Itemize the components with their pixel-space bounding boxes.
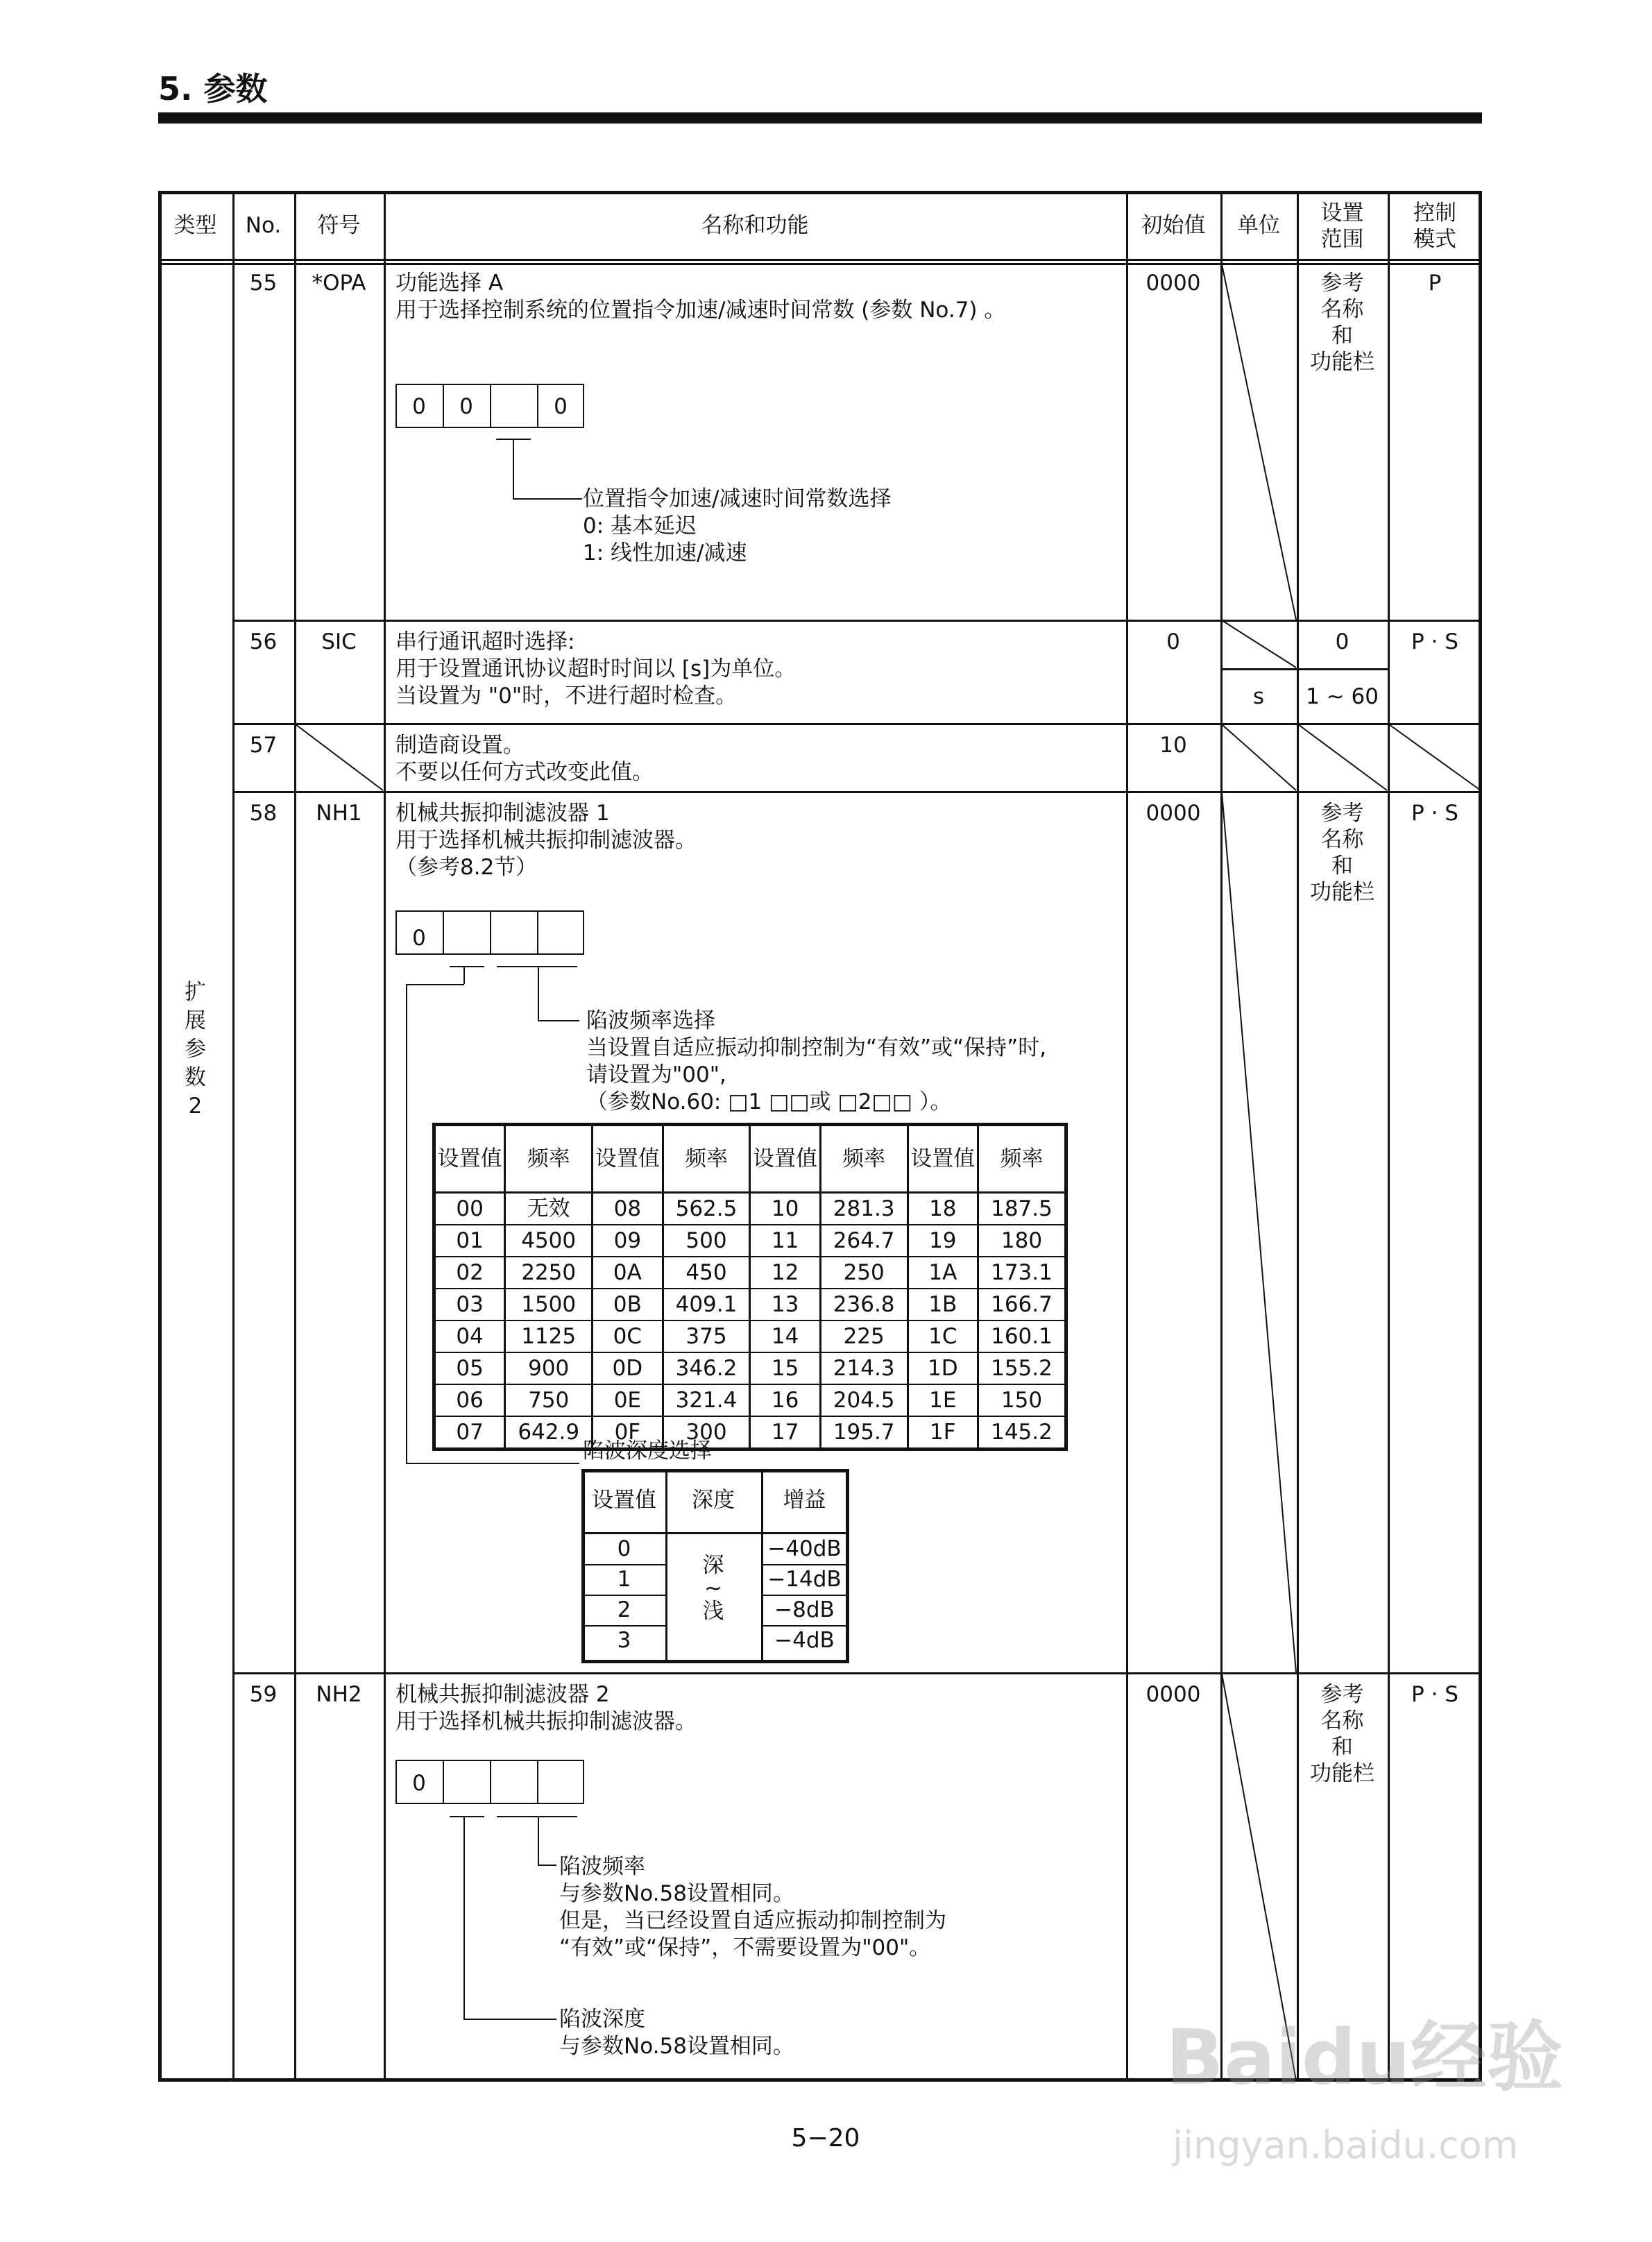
bracket <box>406 1463 579 1464</box>
depth-value: 1 <box>617 1567 631 1592</box>
p56-line: 当设置为 "0"时，不进行超时检查。 <box>395 683 738 708</box>
p56-line: 串行通讯超时选择: <box>395 629 575 654</box>
digit-divider <box>490 384 491 428</box>
digit-divider <box>443 1760 444 1804</box>
table-cell: 06 <box>434 1384 505 1416</box>
table-cell: 12 <box>750 1257 820 1289</box>
bracket <box>538 966 539 1020</box>
col-header: 频率 <box>663 1125 750 1193</box>
p59-control: P · S <box>1411 1682 1458 1707</box>
table-cell: 19 <box>908 1225 978 1257</box>
p58-control: P · S <box>1411 801 1458 826</box>
p58-depth-callout: 陷波深度选择 <box>583 1438 712 1463</box>
p59-range: 参考 名称 和 功能栏 <box>1310 1682 1374 1786</box>
depth-row-rule <box>761 1564 846 1565</box>
table-cell: 0B <box>593 1289 663 1320</box>
col-header: 设置值 <box>750 1125 820 1193</box>
p58-freq-callout: （参数No.60: □1 □□或 □2□□ ）。 <box>586 1089 952 1114</box>
depth-header: 设置值 <box>592 1488 656 1513</box>
depth-value: 3 <box>617 1628 631 1653</box>
page-number: 5−20 <box>791 2124 860 2152</box>
p56-control: P · S <box>1411 629 1458 654</box>
depth-row-rule <box>761 1625 846 1627</box>
table-cell: 225 <box>820 1320 908 1352</box>
p58-digit: 0 <box>412 926 426 951</box>
p56-line: 用于设置通讯协议超时时间以 [s]为单位。 <box>395 656 797 681</box>
table-cell: 09 <box>593 1225 663 1257</box>
p58-line: 用于选择机械共振抑制滤波器。 <box>395 828 697 853</box>
p55-symbol: *OPA <box>312 271 366 296</box>
bracket <box>450 1816 484 1817</box>
table-cell: 0E <box>593 1384 663 1416</box>
p58-initial: 0000 <box>1146 801 1201 826</box>
watermark-logo: Baidu经验 <box>1166 2013 1563 2102</box>
p59-freq-callout: 与参数No.58设置相同。 <box>559 1881 794 1906</box>
table-cell: 1125 <box>505 1320 593 1352</box>
depth-row-rule <box>584 1595 665 1596</box>
table-cell: 750 <box>505 1384 593 1416</box>
bracket <box>538 1816 539 1865</box>
digit-divider <box>490 1760 491 1804</box>
table-cell: 10 <box>750 1193 820 1225</box>
p55-control: P <box>1428 271 1442 296</box>
col-header: 频率 <box>820 1125 908 1193</box>
table-cell: 17 <box>750 1416 820 1450</box>
p58-line: （参考8.2节） <box>395 855 538 880</box>
digit-divider <box>490 910 491 955</box>
table-row <box>434 1289 1066 1320</box>
table-cell: 1C <box>908 1320 978 1352</box>
p55-digit: 0 <box>554 394 568 419</box>
table-cell: 02 <box>434 1257 505 1289</box>
depth-word: 浅 <box>702 1599 724 1624</box>
p58-no: 58 <box>249 801 278 826</box>
p58-freq-callout: 陷波频率选择 <box>586 1008 715 1033</box>
table-cell: 14 <box>750 1320 820 1352</box>
depth-word: ~ <box>704 1576 722 1601</box>
depth-gain: −4dB <box>774 1628 835 1653</box>
table-cell: 150 <box>978 1384 1066 1416</box>
bracket <box>513 498 582 500</box>
table-cell: 204.5 <box>820 1384 908 1416</box>
table-cell: 1D <box>908 1352 978 1384</box>
p59-symbol: NH2 <box>316 1682 362 1707</box>
p56-symbol: SIC <box>321 629 357 654</box>
table-cell: 03 <box>434 1289 505 1320</box>
p55-no: 55 <box>249 271 278 296</box>
table-cell: 16 <box>750 1384 820 1416</box>
p58-range: 参考 名称 和 功能栏 <box>1310 801 1374 905</box>
p59-initial: 0000 <box>1146 1682 1201 1707</box>
p59-line: 机械共振抑制滤波器 2 <box>395 1682 610 1707</box>
header-name-function: 名称和功能 <box>701 213 809 238</box>
bracket <box>463 2019 556 2020</box>
header-range: 设置 范围 <box>1320 201 1364 252</box>
p58-symbol: NH1 <box>316 801 362 826</box>
table-cell: 180 <box>978 1225 1066 1257</box>
table-cell: 00 <box>434 1193 505 1225</box>
p58-freq-callout: 当设置自适应振动抑制控制为“有效”或“保持”时, <box>586 1035 1047 1060</box>
digit-divider <box>537 910 538 955</box>
table-cell: 214.3 <box>820 1352 908 1384</box>
p58-freq-callout: 请设置为"00", <box>586 1062 726 1087</box>
section-title: 5. 参数 <box>158 70 268 108</box>
col-header: 频率 <box>505 1125 593 1193</box>
p55-callout: 位置指令加速/减速时间常数选择 <box>583 486 892 511</box>
bracket <box>538 1020 579 1021</box>
table-cell: 321.4 <box>663 1384 750 1416</box>
header-control: 控制 模式 <box>1413 201 1456 252</box>
table-cell: 2250 <box>505 1257 593 1289</box>
header-symbol: 符号 <box>317 213 361 238</box>
table-cell: 15 <box>750 1352 820 1384</box>
table-cell: 0D <box>593 1352 663 1384</box>
table-cell: 300 <box>663 1416 750 1450</box>
table-cell: 160.1 <box>978 1320 1066 1352</box>
table-cell: 409.1 <box>663 1289 750 1320</box>
table-cell: 281.3 <box>820 1193 908 1225</box>
bracket <box>463 1816 465 2019</box>
table-row <box>434 1320 1066 1352</box>
table-row <box>434 1225 1066 1257</box>
depth-value: 2 <box>617 1597 631 1622</box>
depth-header: 深度 <box>692 1488 735 1513</box>
col-header: 设置值 <box>434 1125 505 1193</box>
table-cell: 346.2 <box>663 1352 750 1384</box>
depth-gain: −40dB <box>767 1536 842 1561</box>
p59-no: 59 <box>249 1682 278 1707</box>
p59-line: 用于选择机械共振抑制滤波器。 <box>395 1709 697 1734</box>
p58-line: 机械共振抑制滤波器 1 <box>395 801 610 826</box>
table-cell: 18 <box>908 1193 978 1225</box>
depth-header: 增益 <box>783 1488 826 1513</box>
p57-line: 不要以任何方式改变此值。 <box>395 760 654 785</box>
table-cell: 1500 <box>505 1289 593 1320</box>
header-no: No. <box>245 213 282 238</box>
table-cell: 08 <box>593 1193 663 1225</box>
header-initial: 初始值 <box>1141 213 1206 238</box>
p55-digit: 0 <box>459 394 473 419</box>
table-row <box>434 1384 1066 1416</box>
table-cell: 01 <box>434 1225 505 1257</box>
depth-row-rule <box>761 1595 846 1596</box>
bracket <box>513 439 514 498</box>
table-cell: 375 <box>663 1320 750 1352</box>
digit-divider <box>443 910 444 955</box>
p55-initial: 0000 <box>1146 271 1201 296</box>
table-cell: 04 <box>434 1320 505 1352</box>
table-cell: 500 <box>663 1225 750 1257</box>
table-cell: 1B <box>908 1289 978 1320</box>
watermark-url: jingyan.baidu.com <box>1173 2123 1519 2167</box>
depth-word: 深 <box>702 1553 724 1578</box>
p56-no: 56 <box>249 629 278 654</box>
p59-depth-callout: 陷波深度 <box>559 2007 645 2032</box>
table-cell: 4500 <box>505 1225 593 1257</box>
table-cell: 900 <box>505 1352 593 1384</box>
col-header: 设置值 <box>908 1125 978 1193</box>
table-cell: 1F <box>908 1416 978 1450</box>
p59-freq-callout: 但是，当已经设置自适应振动抑制控制为 <box>559 1908 946 1933</box>
bracket <box>406 984 407 1463</box>
depth-row-rule <box>584 1625 665 1627</box>
p59-digit: 0 <box>412 1771 426 1796</box>
p55-title: 功能选择 A <box>395 271 504 296</box>
table-cell: 236.8 <box>820 1289 908 1320</box>
category-label: 扩 展 参 数 2 <box>185 980 206 1119</box>
table-row <box>434 1352 1066 1384</box>
depth-gain: −8dB <box>774 1597 835 1622</box>
p57-no: 57 <box>249 733 278 758</box>
p56-range-top: 0 <box>1335 629 1349 654</box>
table-row <box>434 1416 1066 1450</box>
table-row <box>434 1257 1066 1289</box>
p55-callout: 0: 基本延迟 <box>583 513 697 538</box>
table-cell: 173.1 <box>978 1257 1066 1289</box>
digit-divider <box>537 1760 538 1804</box>
p55-desc: 用于选择控制系统的位置指令加速/减速时间常数 (参数 No.7) 。 <box>395 298 1006 323</box>
bracket <box>497 966 577 967</box>
table-cell: 11 <box>750 1225 820 1257</box>
table-cell: 166.7 <box>978 1289 1066 1320</box>
p59-depth-callout: 与参数No.58设置相同。 <box>559 2034 794 2059</box>
table-cell: 0F <box>593 1416 663 1450</box>
table-cell: 155.2 <box>978 1352 1066 1384</box>
table-cell: 562.5 <box>663 1193 750 1225</box>
p57-line: 制造商设置。 <box>395 733 525 758</box>
table-cell: 13 <box>750 1289 820 1320</box>
col-header: 频率 <box>978 1125 1066 1193</box>
depth-row-rule <box>584 1564 665 1565</box>
p55-callout: 1: 线性加速/减速 <box>583 541 747 566</box>
table-cell: 450 <box>663 1257 750 1289</box>
table-cell: 0C <box>593 1320 663 1352</box>
bracket <box>406 984 464 985</box>
depth-header-rule <box>581 1532 849 1534</box>
col-header: 设置值 <box>593 1125 663 1193</box>
p55-range: 参考 名称 和 功能栏 <box>1310 271 1374 375</box>
table-cell: 195.7 <box>820 1416 908 1450</box>
depth-value: 0 <box>617 1536 631 1561</box>
table-cell: 642.9 <box>505 1416 593 1450</box>
bracket <box>463 966 465 984</box>
table-cell: 250 <box>820 1257 908 1289</box>
p56-unit: s <box>1252 684 1265 709</box>
p57-initial: 10 <box>1159 733 1187 758</box>
header-unit: 单位 <box>1237 213 1280 238</box>
table-cell: 05 <box>434 1352 505 1384</box>
table-cell: 1A <box>908 1257 978 1289</box>
table-cell: 1E <box>908 1384 978 1416</box>
depth-gain: −14dB <box>767 1567 842 1592</box>
table-cell: 07 <box>434 1416 505 1450</box>
p56-range-bottom: 1 ~ 60 <box>1306 684 1379 709</box>
bracket <box>497 1816 577 1817</box>
notch-frequency-table <box>432 1123 1068 1451</box>
p59-freq-callout: “有效”或“保持”，不需要设置为"00"。 <box>559 1935 931 1960</box>
table-row <box>434 1193 1066 1225</box>
bracket <box>538 1865 556 1866</box>
table-cell: 145.2 <box>978 1416 1066 1450</box>
table-cell: 0A <box>593 1257 663 1289</box>
bracket <box>450 966 484 967</box>
table-cell: 187.5 <box>978 1193 1066 1225</box>
p59-freq-callout: 陷波频率 <box>559 1854 645 1879</box>
table-cell: 无效 <box>505 1193 593 1225</box>
table-cell: 264.7 <box>820 1225 908 1257</box>
p56-initial: 0 <box>1166 629 1180 654</box>
p55-digit: 0 <box>412 394 426 419</box>
header-type: 类型 <box>173 213 217 238</box>
